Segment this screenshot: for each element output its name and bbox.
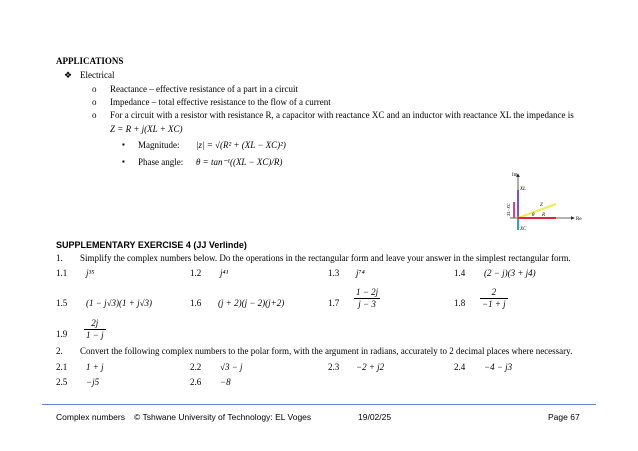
numerator: 1 − 2j bbox=[356, 287, 379, 297]
magnitude-label: Magnitude: bbox=[138, 140, 180, 150]
item-number: 2.6 bbox=[190, 377, 202, 387]
item-number: 1.7 bbox=[328, 298, 340, 308]
item-expression: √3 − j bbox=[220, 362, 243, 372]
diamond-bullet-icon: ❖ bbox=[64, 70, 73, 80]
impedance-item: Impedance – total effective resistance to the flow of a current bbox=[110, 97, 331, 107]
r-label: R bbox=[542, 213, 546, 218]
item-expression: 1 + j bbox=[86, 362, 104, 372]
theta-label: θ bbox=[532, 213, 535, 218]
item-expression: (1 − j√3)(1 + j√3) bbox=[86, 298, 153, 308]
denominator: j − 3 bbox=[358, 299, 376, 309]
phase-label: Phase angle: bbox=[138, 157, 184, 167]
applications-heading: APPLICATIONS bbox=[56, 56, 124, 66]
square-bullet-icon: ▪ bbox=[122, 157, 125, 166]
question-2-text: Convert the following complex numbers to the polar form, with the argument in radians, accurately to 2 decimal places where necessary. bbox=[80, 346, 573, 356]
diff-label: XL−XC bbox=[506, 203, 511, 216]
item-number: 2.4 bbox=[454, 362, 466, 372]
item-expression: j⁴¹ bbox=[220, 268, 229, 278]
item-number: 1.1 bbox=[56, 268, 68, 278]
question-2-number: 2. bbox=[56, 346, 63, 356]
footer-copyright: © Tshwane University of Technology: EL Voges bbox=[134, 412, 312, 422]
item-fraction bbox=[84, 318, 106, 341]
footer-page-number: Page 67 bbox=[548, 412, 580, 422]
item-number: 2.1 bbox=[56, 362, 68, 372]
footer-title: Complex numbers bbox=[56, 412, 125, 422]
item-number: 2.5 bbox=[56, 377, 68, 387]
numerator: 2 bbox=[480, 287, 508, 299]
phase-formula: θ = tan⁻¹((XL − XC)/R) bbox=[196, 157, 283, 167]
item-number: 1.6 bbox=[190, 298, 202, 308]
item-expression: −2 + j2 bbox=[356, 362, 385, 372]
item-number: 2.3 bbox=[328, 362, 340, 372]
electrical-subheading: Electrical bbox=[80, 70, 115, 80]
z-label: Z bbox=[540, 203, 543, 208]
item-expression: −4 − j3 bbox=[484, 362, 513, 372]
circle-bullet-icon: o bbox=[92, 84, 97, 94]
impedance-formula: Z = R + j(XL + XC) bbox=[110, 124, 183, 134]
xl-label: XL bbox=[520, 187, 526, 192]
item-expression: −j5 bbox=[86, 377, 100, 387]
footer-divider bbox=[42, 404, 596, 405]
magnitude-formula: |z| = √(R² + (XL − XC)²) bbox=[196, 140, 286, 150]
xc-label: XC bbox=[520, 227, 527, 232]
denominator: −1 + j bbox=[482, 299, 506, 309]
z-phasor bbox=[518, 204, 556, 218]
numerator: 2j bbox=[84, 318, 106, 330]
item-expression: j³⁵ bbox=[86, 268, 95, 278]
square-bullet-icon: ▪ bbox=[122, 140, 125, 149]
item-number: 1.2 bbox=[190, 268, 202, 278]
question-1-number: 1. bbox=[56, 253, 63, 263]
item-expression: j⁷⁴ bbox=[356, 268, 365, 278]
im-axis-label: Im bbox=[512, 173, 518, 178]
item-number: 1.3 bbox=[328, 268, 340, 278]
denominator: 1 − j bbox=[86, 330, 104, 340]
item-expression: (j + 2)(j − 2)(j+2) bbox=[218, 298, 285, 308]
exercise-title: SUPPLEMENTARY EXERCISE 4 (JJ Verlinde) bbox=[56, 240, 247, 250]
footer-date: 19/02/25 bbox=[358, 412, 392, 422]
item-number: 1.9 bbox=[56, 329, 68, 339]
circuit-item: For a circuit with a resistor with resistance R, a capacitor with reactance XC and an inductor with reactance XL the impedance is bbox=[110, 110, 574, 120]
reactance-item: Reactance – effective resistance of a part in a circuit bbox=[110, 84, 298, 94]
impedance-phasor-diagram bbox=[490, 168, 586, 246]
item-number: 1.8 bbox=[454, 298, 466, 308]
item-number: 1.5 bbox=[56, 298, 68, 308]
item-number: 2.2 bbox=[190, 362, 202, 372]
item-expression: (2 − j)(3 + j4) bbox=[484, 268, 536, 278]
circle-bullet-icon: o bbox=[92, 110, 97, 120]
re-axis-label: Re bbox=[576, 217, 582, 222]
question-1-text: Simplify the complex numbers below. Do the operations in the rectangular form and leave your answer in the simplest rectangular form. bbox=[80, 253, 571, 263]
item-number: 1.4 bbox=[454, 268, 466, 278]
item-fraction bbox=[354, 287, 380, 310]
item-fraction bbox=[480, 287, 508, 310]
item-expression: −8 bbox=[220, 377, 231, 387]
circle-bullet-icon: o bbox=[92, 97, 97, 107]
